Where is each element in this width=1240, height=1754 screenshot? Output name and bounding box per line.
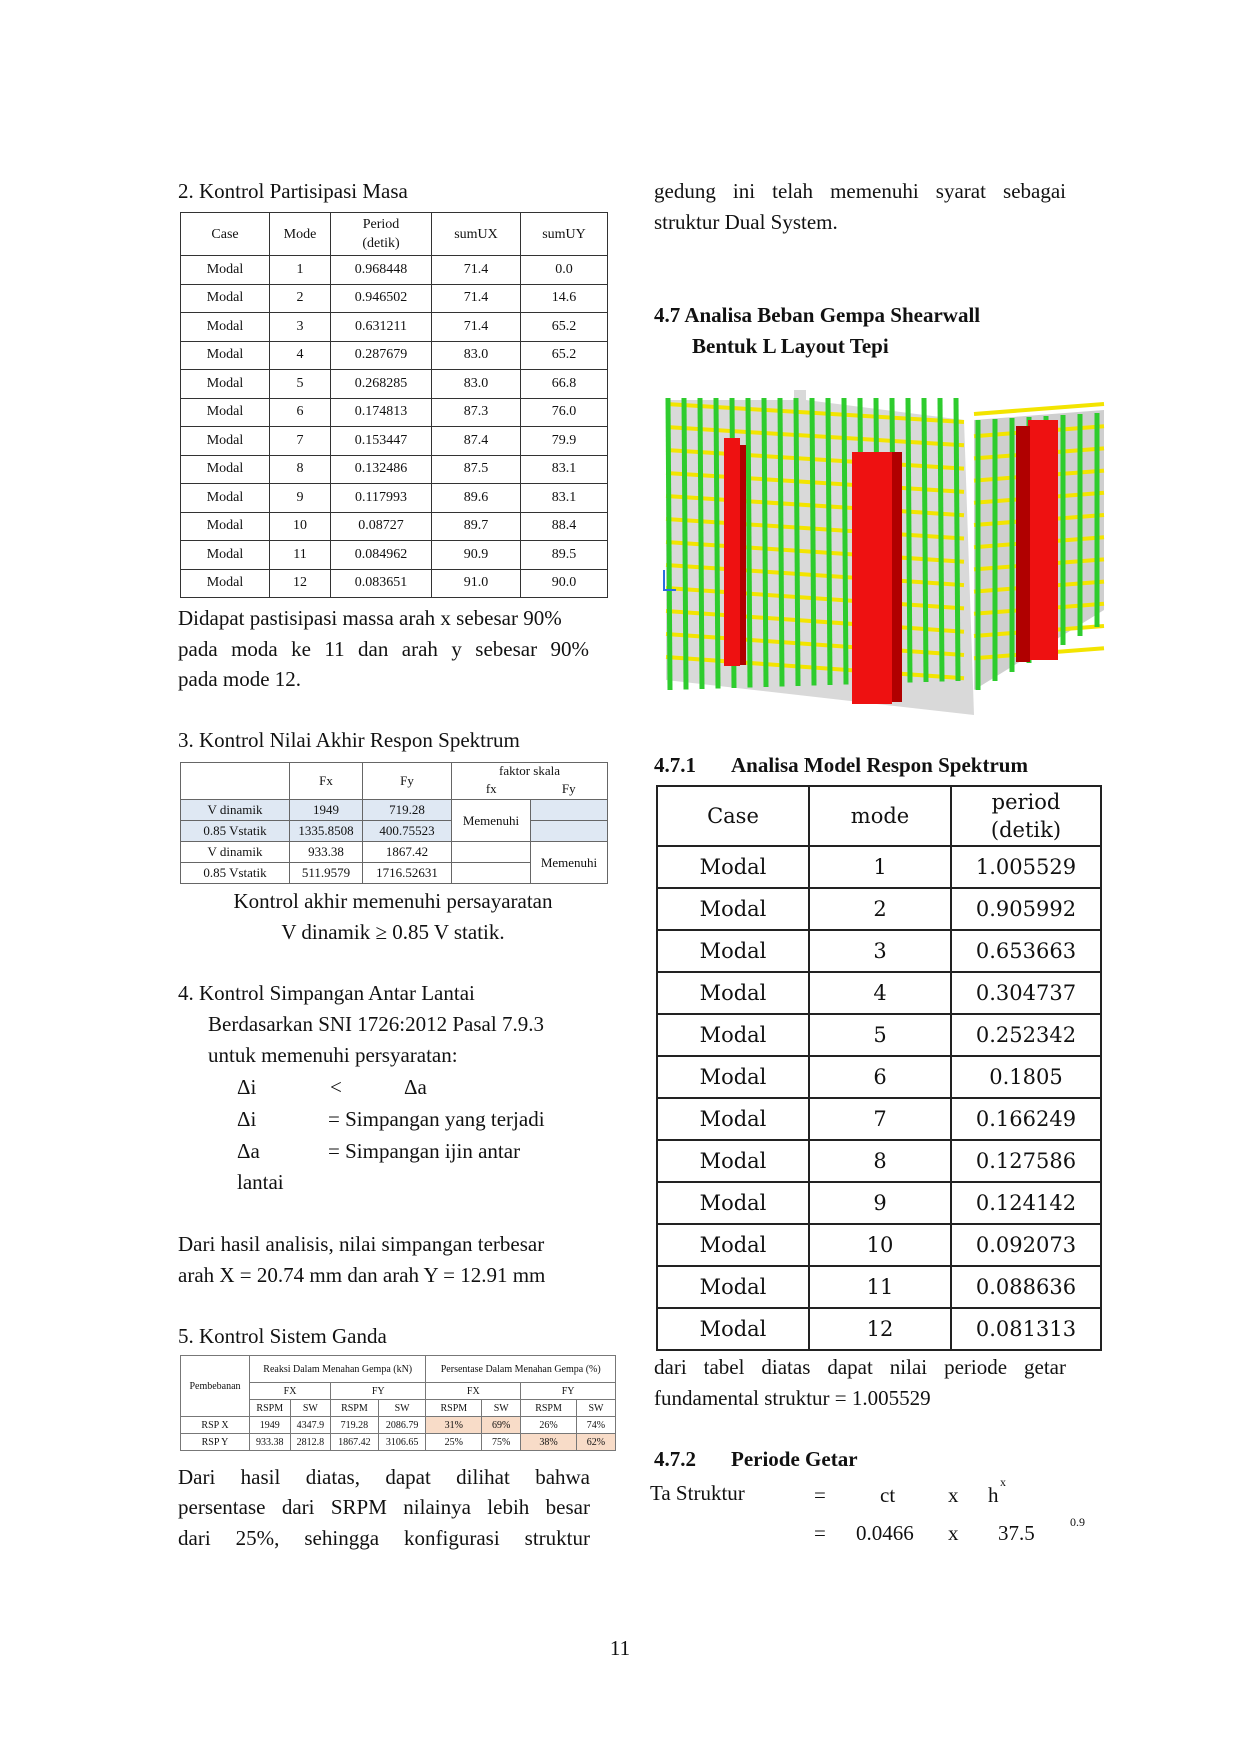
table-row	[181, 484, 608, 513]
table-cell: 90.0	[521, 569, 608, 598]
table-cell: Modal	[657, 1140, 809, 1182]
status-memenuhi-y: Memenuhi	[531, 842, 608, 884]
table-row	[657, 1140, 1101, 1182]
table-cell: 1949	[250, 1417, 291, 1434]
table-cell: 7	[270, 427, 331, 456]
s5-p1: Dari hasil diatas, dapat dilihat bahwa	[178, 1465, 590, 1489]
formula-ct-value: 0.0466	[856, 1521, 914, 1545]
table-cell: RSP X	[181, 1417, 250, 1434]
table-cell: 31%	[426, 1417, 482, 1434]
formula-exponent: 0.9	[1070, 1515, 1085, 1529]
modal-period-table	[656, 785, 1102, 1351]
col-faktor-skala: faktor skala	[452, 763, 608, 780]
section-3-heading: 3. Kontrol Nilai Akhir Respon Spektrum	[178, 728, 520, 752]
table-cell: 91.0	[432, 569, 521, 598]
table-cell: 0.084962	[331, 541, 432, 570]
table-cell: 4347.9	[290, 1417, 331, 1434]
def-da-sym: Δa	[237, 1139, 260, 1163]
table-cell: Modal	[657, 846, 809, 888]
table-cell: 0.252342	[951, 1014, 1101, 1056]
table-cell: 88.4	[521, 512, 608, 541]
table-cell: Modal	[657, 1224, 809, 1266]
building-3d-model-image	[654, 390, 1106, 725]
table-cell: 0.092073	[951, 1224, 1101, 1266]
r-c2: struktur Dual System.	[654, 210, 838, 234]
table-cell: Modal	[181, 284, 270, 313]
table-row	[657, 1224, 1101, 1266]
s5-p2: persentase dari SRPM nilainya lebih besar	[178, 1495, 590, 1519]
section-5-heading: 5. Kontrol Sistem Ganda	[178, 1324, 387, 1348]
table-row	[657, 1014, 1101, 1056]
table-row	[657, 1182, 1101, 1224]
table-row	[657, 1098, 1101, 1140]
table-row	[657, 1266, 1101, 1308]
table-cell: 87.3	[432, 398, 521, 427]
mass-participation-table	[180, 212, 608, 598]
table-cell: 12	[270, 569, 331, 598]
table-row	[657, 972, 1101, 1014]
col-case: Case	[181, 213, 270, 256]
table-row	[181, 455, 608, 484]
r-p1: dari tabel diatas dapat nilai periode getar	[654, 1355, 1066, 1379]
table-cell: Modal	[181, 341, 270, 370]
table-cell: 1	[809, 846, 951, 888]
table-cell: 8	[809, 1140, 951, 1182]
table-cell: 5	[809, 1014, 951, 1056]
table-cell: Modal	[657, 972, 809, 1014]
col-sumuy: sumUY	[521, 213, 608, 256]
table-row	[181, 313, 608, 342]
formula-eq: =	[814, 1483, 826, 1507]
table-cell: 3106.65	[378, 1434, 426, 1451]
section-4-7-heading-cont: Bentuk L Layout Tepi	[692, 334, 889, 358]
table-cell: Modal	[181, 313, 270, 342]
table-cell: Modal	[181, 427, 270, 456]
status-memenuhi-x: Memenuhi	[452, 800, 531, 842]
table-cell: 933.38	[250, 1434, 291, 1451]
section-2-heading: 2. Kontrol Partisipasi Masa	[178, 179, 408, 203]
page-number: 11	[609, 1636, 631, 1660]
table-cell: 0.166249	[951, 1098, 1101, 1140]
table-cell: 0.08727	[331, 512, 432, 541]
s4-l3: untuk memenuhi persyaratan:	[208, 1043, 458, 1067]
table-cell: 0.088636	[951, 1266, 1101, 1308]
table-cell: 0.083651	[331, 569, 432, 598]
response-spectrum-table: Fx Fy faktor skala fx Fy V dinamik 1949 719.28 Memenuhi 0.85 Vstatik 1335.8508 400.75523 V dinamik 933.38 1867.42 Memenuhi 0.85 Vstatik 511.9579 1716.52631	[180, 762, 608, 884]
s5-p3: dari 25%, sehingga konfigurasi struktur	[178, 1526, 590, 1550]
s4-p2: arah X = 20.74 mm dan arah Y = 12.91 mm	[178, 1263, 546, 1287]
table-cell: Modal	[657, 888, 809, 930]
table-cell: 66.8	[521, 370, 608, 399]
table-cell: 9	[270, 484, 331, 513]
s3-note2: V dinamik ≥ 0.85 V statik.	[281, 920, 505, 944]
table-cell: 0.304737	[951, 972, 1101, 1014]
section-4-heading: 4. Kontrol Simpangan Antar Lantai	[178, 981, 475, 1005]
table-row	[181, 284, 608, 313]
delta-a: Δa	[404, 1075, 427, 1099]
table-cell: Modal	[657, 1182, 809, 1224]
col-period: Period (detik)	[331, 213, 432, 256]
table-cell: Modal	[657, 930, 809, 972]
table-row	[657, 1308, 1101, 1350]
table-cell: 719.28	[331, 1417, 379, 1434]
col-case: Case	[657, 786, 809, 846]
def-da: = Simpangan ijin antar	[328, 1139, 521, 1163]
table-cell: 65.2	[521, 341, 608, 370]
formula-x2: x	[948, 1521, 959, 1545]
table-cell: Modal	[657, 1014, 809, 1056]
table-cell: Modal	[181, 455, 270, 484]
formula-height-value: 37.5	[998, 1521, 1035, 1545]
formula-h-sup: x	[1000, 1475, 1006, 1489]
table-cell: 5	[270, 370, 331, 399]
table-cell: Modal	[181, 512, 270, 541]
table-cell: RSP Y	[181, 1434, 250, 1451]
table-cell: Modal	[657, 1308, 809, 1350]
table-cell: 87.5	[432, 455, 521, 484]
table-cell: 0.174813	[331, 398, 432, 427]
table-cell: 83.0	[432, 370, 521, 399]
formula-eq2: =	[814, 1521, 826, 1545]
col-sumux: sumUX	[432, 213, 521, 256]
table-cell: 0.631211	[331, 313, 432, 342]
table-row	[181, 427, 608, 456]
table-cell: 7	[809, 1098, 951, 1140]
table-cell: Modal	[181, 541, 270, 570]
table-cell: 2812.8	[290, 1434, 331, 1451]
table-cell: 83.1	[521, 484, 608, 513]
table-row	[181, 1417, 616, 1434]
table-cell: 0.287679	[331, 341, 432, 370]
table-cell: 1.005529	[951, 846, 1101, 888]
table-cell: Modal	[181, 398, 270, 427]
table-cell: 10	[270, 512, 331, 541]
table-row	[181, 512, 608, 541]
def-da-cont: lantai	[237, 1170, 284, 1194]
s3-note1: Kontrol akhir memenuhi persayaratan	[233, 889, 553, 913]
table-cell: Modal	[181, 484, 270, 513]
table-cell: 25%	[426, 1434, 482, 1451]
table-cell: 0.268285	[331, 370, 432, 399]
table-cell: 0.946502	[331, 284, 432, 313]
table-cell: 83.0	[432, 341, 521, 370]
table-cell: 2	[809, 888, 951, 930]
formula-x: x	[948, 1483, 959, 1507]
formula-label: Ta Struktur	[650, 1481, 745, 1505]
table-cell: 65.2	[521, 313, 608, 342]
table-cell: 11	[809, 1266, 951, 1308]
table-cell: 0.127586	[951, 1140, 1101, 1182]
table-cell: 0.653663	[951, 930, 1101, 972]
table-cell: 6	[809, 1056, 951, 1098]
table-cell: Modal	[181, 370, 270, 399]
table-row	[181, 398, 608, 427]
table-cell: 38%	[521, 1434, 577, 1451]
table-cell: 0.124142	[951, 1182, 1101, 1224]
table-cell: 79.9	[521, 427, 608, 456]
section-4-7-1-heading: Analisa Model Respon Spektrum	[731, 753, 1028, 777]
table-cell: 2086.79	[378, 1417, 426, 1434]
table-cell: 71.4	[432, 256, 521, 285]
table-cell: 76.0	[521, 398, 608, 427]
table-cell: 90.9	[432, 541, 521, 570]
table-cell: 83.1	[521, 455, 608, 484]
table-cell: 0.0	[521, 256, 608, 285]
col-period: period (detik)	[951, 786, 1101, 846]
section-4-7-2-heading: Periode Getar	[731, 1447, 858, 1471]
table-cell: 0.153447	[331, 427, 432, 456]
r-p2: fundamental struktur = 1.005529	[654, 1386, 931, 1410]
table-cell: Modal	[657, 1098, 809, 1140]
table-cell: 6	[270, 398, 331, 427]
table-cell: 89.5	[521, 541, 608, 570]
table-row	[657, 846, 1101, 888]
s2-p2: pada moda ke 11 dan arah y sebesar 90%	[178, 637, 589, 661]
table-cell: Modal	[657, 1266, 809, 1308]
table-row	[657, 888, 1101, 930]
table-cell: 0.081313	[951, 1308, 1101, 1350]
delta-i: Δi	[237, 1075, 257, 1099]
table-cell: 9	[809, 1182, 951, 1224]
table-cell: 0.968448	[331, 256, 432, 285]
table-cell: 10	[809, 1224, 951, 1266]
section-4-7-1-number: 4.7.1	[654, 753, 696, 777]
table-cell: 3	[270, 313, 331, 342]
col-fx: Fx	[290, 763, 363, 800]
table-cell: 75%	[482, 1434, 521, 1451]
s2-p3: pada mode 12.	[178, 667, 302, 691]
table-cell: 2	[270, 284, 331, 313]
table-row	[181, 1434, 616, 1451]
table-row	[657, 1056, 1101, 1098]
table-cell: 0.132486	[331, 455, 432, 484]
formula-h: h	[988, 1483, 999, 1507]
table-cell: 69%	[482, 1417, 521, 1434]
table-cell: 74%	[576, 1417, 615, 1434]
table-cell: 0.117993	[331, 484, 432, 513]
table-cell: 71.4	[432, 284, 521, 313]
table-cell: 8	[270, 455, 331, 484]
table-cell: Modal	[657, 1056, 809, 1098]
r-c1: gedung ini telah memenuhi syarat sebagai	[654, 179, 1066, 203]
table-cell: 26%	[521, 1417, 577, 1434]
table-row	[181, 569, 608, 598]
table-cell: Modal	[181, 569, 270, 598]
s4-p1: Dari hasil analisis, nilai simpangan terbesar	[178, 1232, 545, 1256]
col-mode: mode	[809, 786, 951, 846]
table-row	[181, 370, 608, 399]
def-di: = Simpangan yang terjadi	[328, 1107, 545, 1131]
section-4-7-2-number: 4.7.2	[654, 1447, 696, 1471]
dual-system-table: Pembebanan Reaksi Dalam Menahan Gempa (kN) Persentase Dalam Menahan Gempa (%) FX FY FX FY RSPM SW RSPM SW RSPM SW RSPM SW RSP X 1949 4347.9 719.28 2086.79 31% 69% 26% 74% RSP Y 933.38 2812.8 1867.42 3106.65 25% 75% 38% 62%	[180, 1355, 616, 1451]
table-cell: 1867.42	[331, 1434, 379, 1451]
table-cell: 89.7	[432, 512, 521, 541]
section-4-7-heading: 4.7 Analisa Beban Gempa Shearwall	[654, 303, 981, 327]
def-di-sym: Δi	[237, 1107, 257, 1131]
lt-sign: <	[330, 1075, 342, 1099]
col-mode: Mode	[270, 213, 331, 256]
table-cell: 4	[809, 972, 951, 1014]
table-cell: 0.1805	[951, 1056, 1101, 1098]
table-row	[181, 541, 608, 570]
table-cell: 14.6	[521, 284, 608, 313]
table-cell: 62%	[576, 1434, 615, 1451]
table-cell: 4	[270, 341, 331, 370]
table-cell: 1	[270, 256, 331, 285]
table-header-row	[181, 213, 608, 256]
table-row	[657, 930, 1101, 972]
table-cell: 87.4	[432, 427, 521, 456]
table-cell: Modal	[181, 256, 270, 285]
table-cell: 11	[270, 541, 331, 570]
table-cell: 89.6	[432, 484, 521, 513]
table-row	[181, 341, 608, 370]
table-cell: 12	[809, 1308, 951, 1350]
s4-l2: Berdasarkan SNI 1726:2012 Pasal 7.9.3	[208, 1012, 544, 1036]
table-row	[181, 256, 608, 285]
table-cell: 3	[809, 930, 951, 972]
table-cell: 0.905992	[951, 888, 1101, 930]
s2-p1: Didapat pastisipasi massa arah x sebesar 90%	[178, 606, 562, 630]
formula-ct: ct	[880, 1483, 896, 1507]
col-fy: Fy	[363, 763, 452, 800]
table-cell: 71.4	[432, 313, 521, 342]
